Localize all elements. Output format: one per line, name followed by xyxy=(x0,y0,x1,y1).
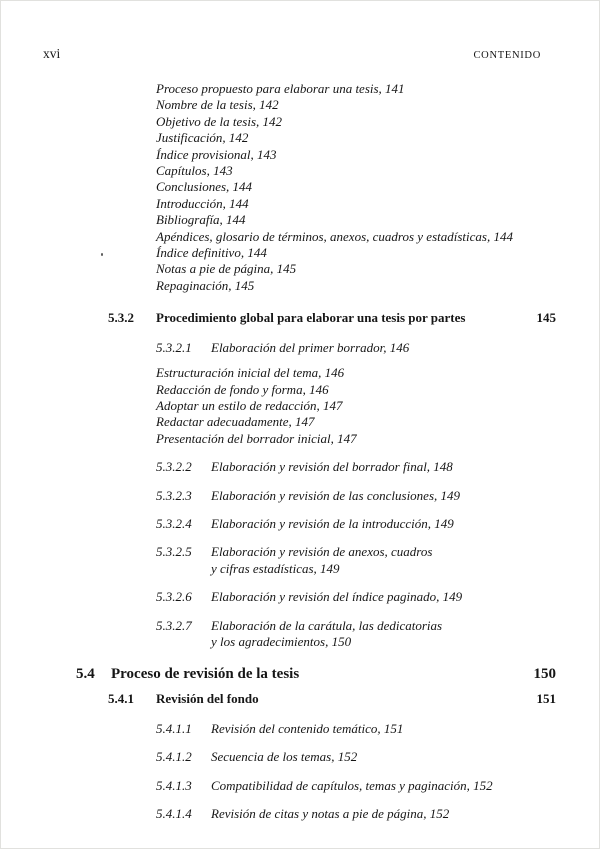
toc-entry-page: 145 xyxy=(536,310,556,326)
toc-entry-number: 5.3.2.6 xyxy=(156,589,192,605)
toc-entry xyxy=(156,544,556,577)
toc-entry-number: 5.4 xyxy=(76,666,95,683)
toc-entry: Estructuración inicial del tema, 146 xyxy=(156,365,345,381)
toc-entry: Índice definitivo, 144 xyxy=(156,245,267,261)
toc-entry-number: 5.4.1.1 xyxy=(156,720,192,736)
toc-entry-number: 5.3.2.1 xyxy=(156,339,192,355)
toc-entry: Nombre de la tesis, 142 xyxy=(156,97,279,113)
toc-entry-text: Elaboración y revisión de las conclusiones, 149 xyxy=(211,487,461,503)
toc-entry-page: 150 xyxy=(533,666,556,683)
toc-entry xyxy=(156,488,556,504)
toc-entry-text: Elaboración y revisión del borrador final, 148 xyxy=(211,459,453,475)
toc-entry: Conclusiones, 144 xyxy=(156,179,253,195)
toc-entry: Repaginación, 145 xyxy=(156,277,255,293)
toc-entry xyxy=(156,516,556,532)
toc-entry-number: 5.3.2 xyxy=(108,310,134,326)
toc-entry-number: 5.4.1.4 xyxy=(156,806,192,821)
toc-entry xyxy=(156,589,556,605)
toc-entry-number: 5.3.2.7 xyxy=(156,617,192,633)
toc-entry-text: Elaboración del primer borrador, 146 xyxy=(211,339,410,355)
toc-entry: Capítulos, 143 xyxy=(156,163,233,179)
ink-speck xyxy=(101,253,103,256)
toc-entry: Justificación, 142 xyxy=(156,130,249,146)
toc-entry xyxy=(156,459,556,475)
table-of-contents xyxy=(43,81,556,822)
toc-entry-number: 5.3.2.5 xyxy=(156,544,192,560)
toc-entry xyxy=(156,618,556,651)
toc-entry: Objetivo de la tesis, 142 xyxy=(156,113,283,129)
toc-entry-text: Elaboración y revisión de anexos, cuadros y cifras estadísticas, 149 xyxy=(211,544,433,576)
toc-entry xyxy=(108,691,556,707)
toc-entry: Notas a pie de página, 145 xyxy=(156,261,297,277)
toc-entry: Índice provisional, 143 xyxy=(156,146,277,162)
toc-entry-number: 5.3.2.3 xyxy=(156,487,192,503)
toc-entry-text: Elaboración de la carátula, las dedicatorias y los agradecimientos, 150 xyxy=(211,617,443,649)
toc-entry-text: Proceso de revisión de la tesis xyxy=(111,666,300,683)
toc-entry: Apéndices, glosario de términos, anexos, cuadros y estadísticas, 144 xyxy=(156,228,513,244)
toc-entry: Introducción, 144 xyxy=(156,195,249,211)
toc-entry-text: Revisión de citas y notas a pie de página, 152 xyxy=(211,806,450,821)
toc-entry: Redactar adecuadamente, 147 xyxy=(156,414,315,430)
running-head: CONTENIDO xyxy=(473,50,541,61)
toc-entry-text: Secuencia de los temas, 152 xyxy=(211,749,358,765)
toc-entry: Redacción de fondo y forma, 146 xyxy=(156,381,329,397)
toc-entry: Presentación del borrador inicial, 147 xyxy=(156,430,357,446)
toc-entry-text: Revisión del contenido temático, 151 xyxy=(211,720,404,736)
toc-entry: Adoptar un estilo de redacción, 147 xyxy=(156,397,343,413)
toc-entry-text: Elaboración y revisión de la introducción, 149 xyxy=(211,515,454,531)
toc-entry xyxy=(156,806,556,822)
toc-entry-text: Elaboración y revisión del índice paginado, 149 xyxy=(211,589,463,605)
toc-entry xyxy=(76,665,556,683)
page-header xyxy=(43,46,556,62)
toc-entry-text: Revisión del fondo xyxy=(156,691,259,707)
toc-entry xyxy=(108,310,556,326)
toc-entry-page: 151 xyxy=(536,691,556,707)
toc-entry xyxy=(156,721,556,737)
toc-entry: Bibliografía, 144 xyxy=(156,212,246,228)
toc-entry: Proceso propuesto para elaborar una tesis, 141 xyxy=(156,81,405,96)
page-folio: xvi xyxy=(43,46,61,61)
toc-entry xyxy=(156,778,556,794)
toc-entry-text: Compatibilidad de capítulos, temas y paginación, 152 xyxy=(211,777,493,793)
toc-entry-number: 5.4.1.2 xyxy=(156,749,192,765)
toc-entry-number: 5.4.1 xyxy=(108,691,134,707)
toc-entry xyxy=(156,749,556,765)
toc-entry-text: Procedimiento global para elaborar una tesis por partes xyxy=(156,310,466,326)
toc-entry xyxy=(156,340,556,356)
toc-entry-number: 5.4.1.3 xyxy=(156,777,192,793)
toc-entry-number: 5.3.2.4 xyxy=(156,515,192,531)
toc-entry-number: 5.3.2.2 xyxy=(156,459,192,475)
